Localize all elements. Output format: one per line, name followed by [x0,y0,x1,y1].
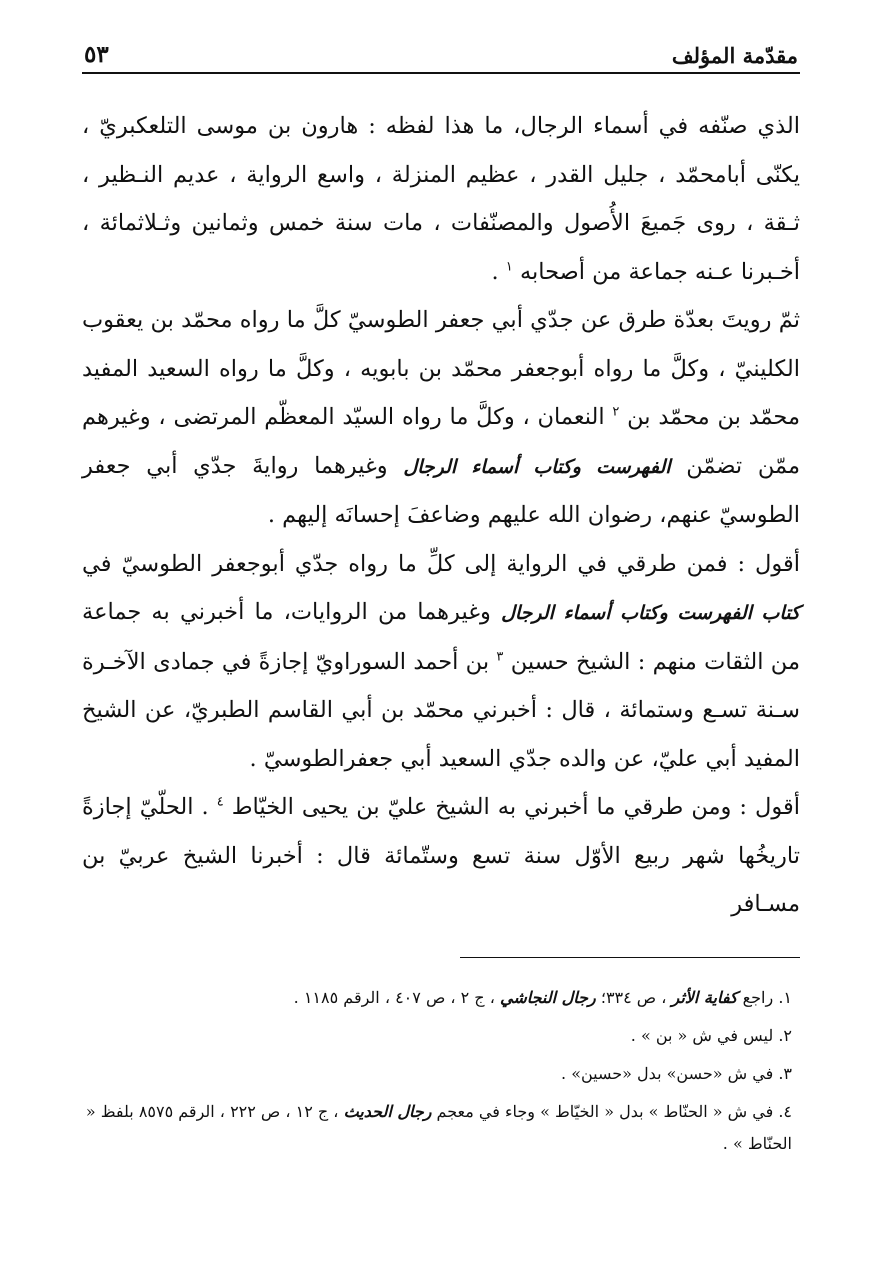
footnote-marker-2: ٢ [612,404,620,420]
running-header [82,30,800,74]
main-text [82,102,800,929]
footnote-3 [82,1058,800,1090]
footnote-text: في ش « الحنّاط » بدل « الخيّاط » وجاء في معجم [431,1101,774,1121]
paragraph-3 [82,540,800,784]
paragraph-2-text-b: النعمان ، وكلَّ ما رواه السيّد المعظّم المرتضى ، وغيرهم ممّن تضمّن [82,404,801,479]
paragraph-3-text-a: أقول : فمن طرقي في الرواية إلى كلِّ ما رواه جدّي أبوجعفر الطوسيّ في [82,550,800,577]
book-title-kitab: كتاب الفهرست وكتاب أسماء الرجال [501,602,800,624]
footnote-marker-4: ٤ [216,794,224,810]
footnote-marker-1: ١ [505,259,513,274]
paragraph-3-text-c: بن أحمد السوراويّ إجازةً في جمادى الآخـرة سـنة تسـع وستمائة ، قال : أخبرني محمّد بن أبي القاسم الطبريّ، عن الشيخ المفيد أبي عليّ، عن والده جدّي السعيد أبي جعفرالطوسيّ . [82,648,800,772]
footnote-1 [82,982,800,1014]
footnote-number: ٣. [778,1063,792,1083]
footnote-text: ، ج ١٢ ، ص ٢٢٢ ، الرقم ٨٥٧٥ بلفظ « الحنّاط » . [85,1101,792,1153]
footnote-text: ، ص ٣٣٤؛ [595,987,667,1007]
running-title: مقدّمة المؤلف [671,43,798,68]
book-title-fihrist: الفهرست وكتاب أسماء الرجال [403,455,671,478]
page-number: ٥٣ [84,41,109,68]
footnote-marker-3: ٣ [496,649,504,664]
paragraph-1-text: الذي صنّفه في أسماء الرجال، ما هذا لفظه : هارون بن موسى التلعكبريّ ، يكنّى أبامحمّد ، جليل القدر ، عظيم المنزلة ، واسع الرواية ، عديم النـظير ، ثـقة ، روى جَميعَ الأُصول والمصنّفات ، مات سنة خمس وثمانين وثـلاثمائة ، أخـبرنا عـنه جماعة من أصحابه [82,113,800,285]
book-page [82,30,800,1250]
footnote-number: ٢. [778,1025,792,1045]
header-rule [82,72,800,74]
footnote-text: راجع [737,987,774,1007]
paragraph-1-end: . [491,258,499,285]
paragraph-1 [82,102,800,296]
footnote-separator [460,957,800,958]
footnote-number: ٤. [778,1101,792,1121]
footnote-text: ، ج ٢ ، ص ٤٠٧ ، الرقم ١١٨٥ . [293,987,495,1007]
paragraph-4 [82,783,800,929]
footnote-book-title: رجال النجاشي [499,987,596,1007]
footnote-4 [82,1096,800,1160]
paragraph-3-text-b: وغيرهما من الروايات، ما أخبرني به جماعة من الثقات منهم : الشيخ حسين [82,599,800,675]
footnote-book-title: كفاية الأثر [671,987,738,1007]
footnotes [82,982,800,1160]
paragraph-4-text-b: . الحلّيّ إجازةً تاريخُها شهر ربيع الأوّل سنة تسع وستّمائة قال : أخبرنا الشيخ عربيّ بن مسـافر [82,794,800,917]
footnote-text: في ش «حسن» بدل «حسين» . [561,1063,774,1083]
paragraph-2-text-c: وغيرهما روايةَ جدّي أبي جعفر الطوسيّ عنهم، رضوان الله عليهم وضاعفَ إحسانَه إليهم . [82,452,800,528]
paragraph-2-text-a: ثمّ رويتَ بعدّة طرق عن جدّي أبي جعفر الطوسيّ كلَّ ما رواه محمّد بن يعقوب الكلينيّ ، وكلَّ ما رواه أبوجعفر محمّد بن بابويه ، وكلَّ ما رواه السعيد المفيد محمّد بن محمّد بن [82,307,801,430]
footnote-2 [82,1020,800,1052]
paragraph-4-text-a: أقول : ومن طرقي ما أخبرني به الشيخ عليّ بن يحيى الخيّاط [231,794,800,820]
paragraph-2 [82,296,800,540]
footnote-text: ليس في ش « بن » . [630,1025,774,1045]
footnote-book-title: رجال الحديث [343,1101,432,1121]
footnote-number: ١. [778,987,792,1007]
